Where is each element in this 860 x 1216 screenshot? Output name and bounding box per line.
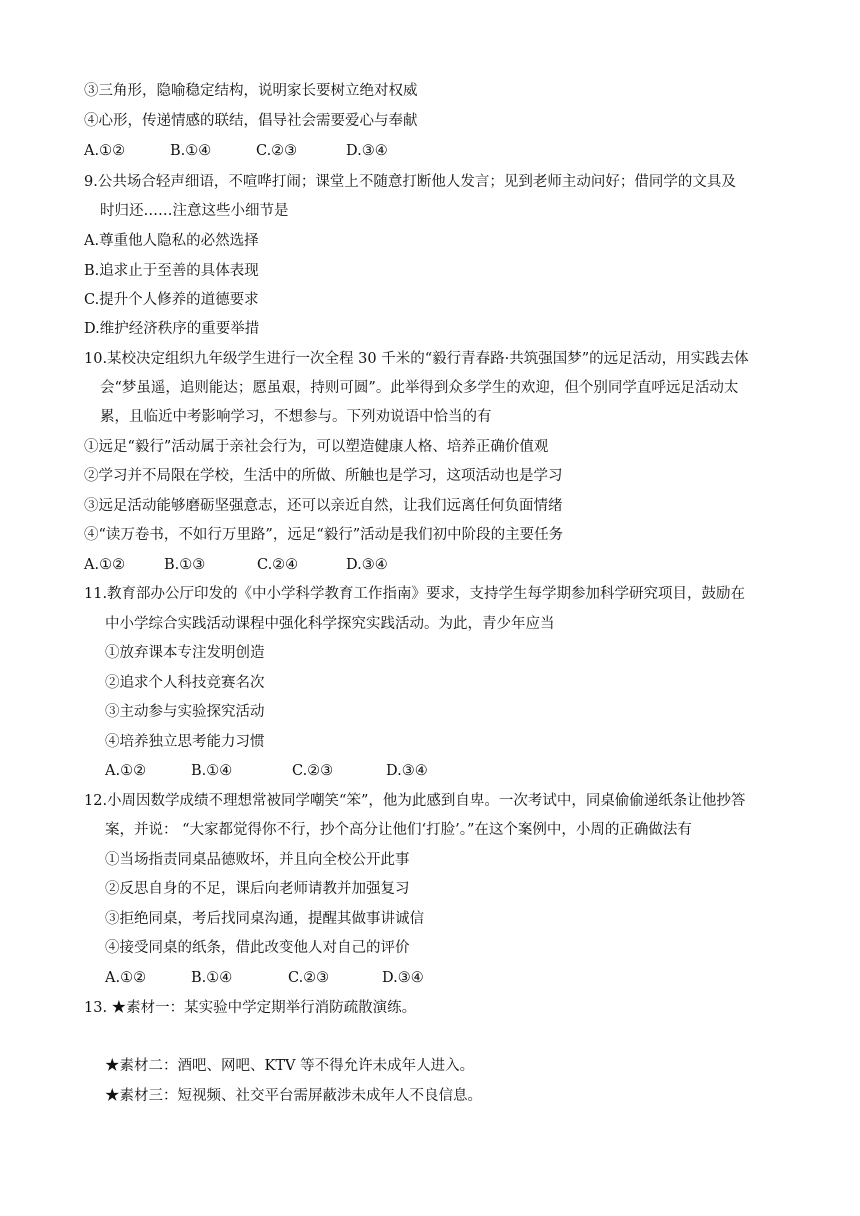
q11-item-3: ③主动参与实验探究活动: [105, 704, 265, 720]
q9-stem-line-1: 9.公共场合轻声细语，不喧哗打闹；课堂上不随意打断他人发言；见到老师主动问好；借同学的文具及: [84, 174, 736, 190]
q11-option-d: D.③④: [386, 763, 428, 779]
q12-item-1: ①当场指责同桌品德败坏，并且向全校公开此事: [105, 852, 410, 868]
q8-item-3: ③三角形，隐喻稳定结构，说明家长要树立绝对权威: [84, 83, 418, 99]
q12-option-b: B.①④: [191, 970, 233, 986]
q10-options: [84, 555, 388, 575]
q10-stem-line-3: 累，且临近中考影响学习，不想参与。下列劝说语中恰当的有: [100, 409, 492, 425]
q10-stem-line-1: 10.某校决定组织九年级学生进行一次全程 30 千米的“毅行青春路·共筑强国梦”的远足活动，用实践去体: [84, 351, 749, 367]
q10-option-c: C.②④: [257, 557, 299, 573]
q13-material-3: ★素材三：短视频、社交平台需屏蔽涉未成年人不良信息。: [105, 1088, 482, 1104]
q12-option-d: D.③④: [382, 970, 424, 986]
q12-item-2: ②反思自身的不足，课后向老师请教并加强复习: [105, 881, 410, 897]
q10-item-2: ②学习并不局限在学校，生活中的所做、所触也是学习，这项活动也是学习: [84, 468, 563, 484]
q11-stem-line-2: 中小学综合实践活动课程中强化科学探究实践活动。为此，青少年应当: [105, 616, 555, 632]
q12-item-4: ④接受同桌的纸条，借此改变他人对自己的评价: [105, 940, 410, 956]
q10-item-1: ①远足“毅行”活动属于亲社会行为，可以塑造健康人格、培养正确价值观: [84, 439, 549, 455]
q11-option-b: B.①④: [191, 763, 233, 779]
q8-item-4: ④心形，传递情感的联结，倡导社会需要爱心与奉献: [84, 113, 418, 129]
q9-stem-line-2: 时归还……注意这些小细节是: [100, 203, 289, 219]
q10-option-d: D.③④: [346, 557, 388, 573]
q11-item-4: ④培养独立思考能力习惯: [105, 734, 265, 750]
q11-item-1: ①放弃课本专注发明创造: [105, 645, 265, 661]
q12-stem-line-1: 12.小周因数学成绩不理想常被同学嘲笑“笨”，他为此感到自卑。一次考试中，同桌偷偷递纸条让他抄答: [84, 793, 746, 809]
q10-item-3: ③远足活动能够磨砺坚强意志，还可以亲近自然，让我们远离任何负面情绪: [84, 498, 563, 514]
q13-material-2: ★素材二：酒吧、网吧、KTV 等不得允许未成年人进入。: [105, 1058, 475, 1074]
q8-options: [84, 141, 388, 161]
q10-option-a: A.①②: [84, 557, 126, 573]
q11-option-a: A.①②: [105, 763, 147, 779]
q8-option-d: D.③④: [346, 143, 388, 159]
q12-stem-line-2: 案，并说： “大家都觉得你不行，抄个高分让他们‘打脸’。”在这个案例中，小周的正确做法有: [105, 822, 692, 838]
q8-option-b: B.①④: [170, 143, 212, 159]
q11-stem-line-1: 11.教育部办公厅印发的《中小学科学教育工作指南》要求，支持学生每学期参加科学研究项目，鼓励在: [84, 586, 746, 602]
q9-option-b: B.追求止于至善的具体表现: [84, 263, 259, 279]
q8-option-c: C.②③: [256, 143, 298, 159]
q10-option-b: B.①③: [164, 557, 206, 573]
q9-option-a: A.尊重他人隐私的必然选择: [84, 233, 259, 249]
q11-option-c: C.②③: [292, 763, 334, 779]
q12-item-3: ③拒绝同桌，考后找同桌沟通，提醒其做事讲诚信: [105, 911, 424, 927]
q12-options: [105, 968, 424, 988]
q10-item-4: ④“读万卷书，不如行万里路”，远足“毅行”活动是我们初中阶段的主要任务: [84, 527, 564, 543]
q11-options: [105, 761, 428, 781]
q10-stem-line-2: 会“梦虽遥，追则能达；愿虽艰，持则可圆”。此举得到众多学生的欢迎，但个别同学直呼远足活动太: [100, 380, 739, 396]
q11-item-2: ②追求个人科技竞赛名次: [105, 675, 265, 691]
q12-option-a: A.①②: [105, 970, 147, 986]
q8-option-a: A.①②: [84, 143, 126, 159]
q9-option-d: D.维护经济秩序的重要举措: [84, 321, 260, 337]
q12-option-c: C.②③: [288, 970, 330, 986]
q13-material-1: 13. ★素材一：某实验中学定期举行消防疏散演练。: [84, 1000, 417, 1016]
q9-option-c: C.提升个人修养的道德要求: [84, 292, 259, 308]
